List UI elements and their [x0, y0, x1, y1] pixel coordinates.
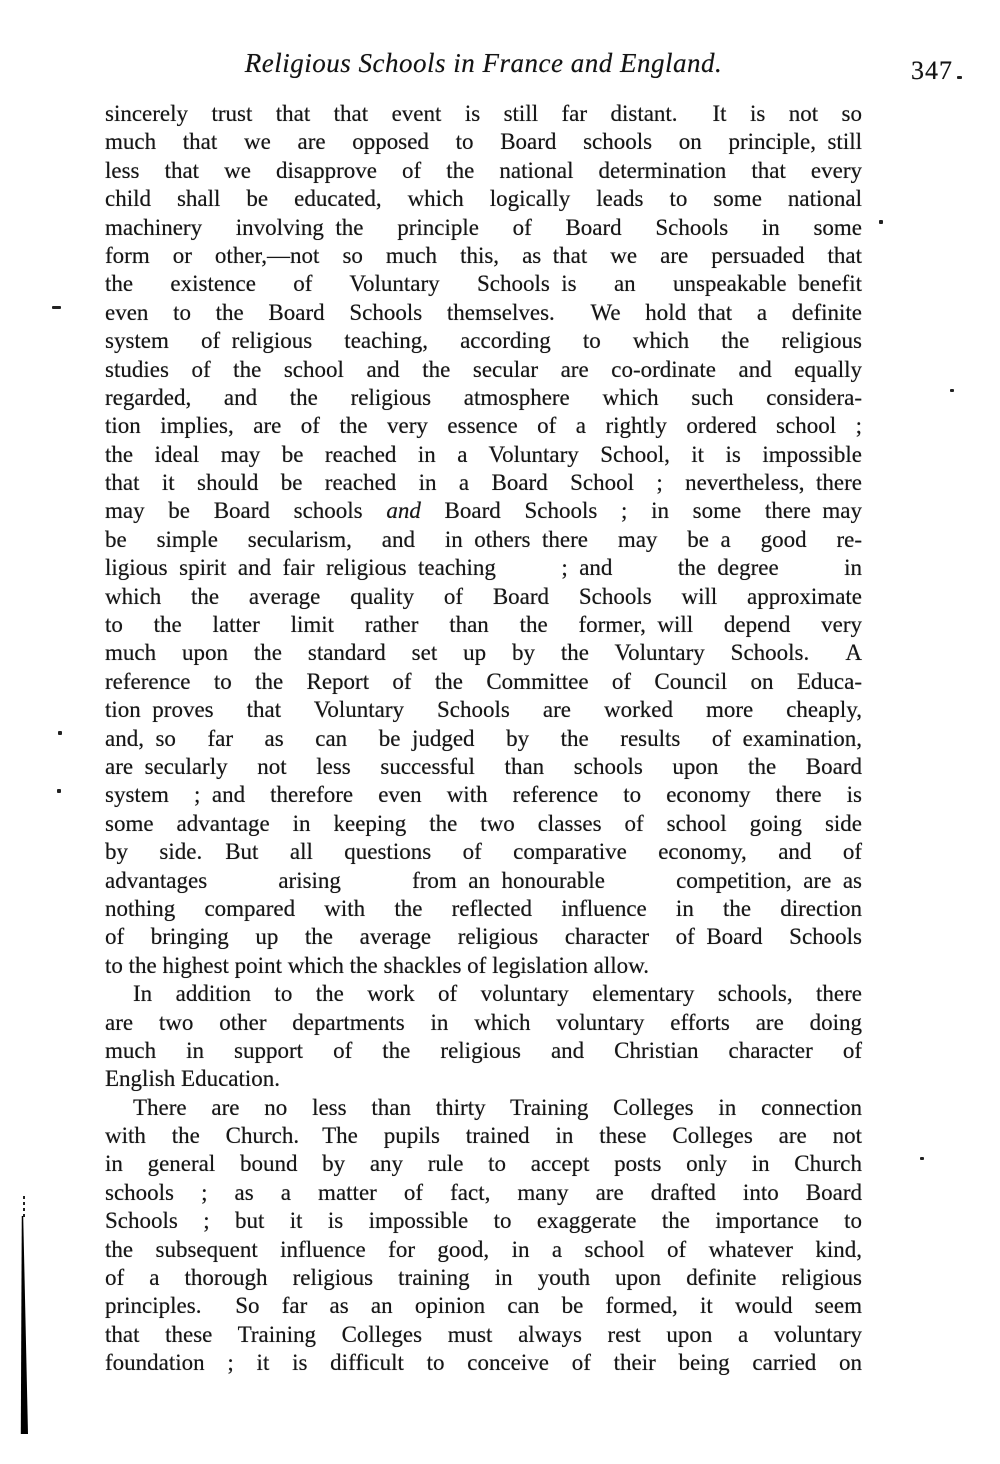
scan-artifact-line — [20, 1216, 28, 1434]
text-segment: In addition to the work of voluntary elementary schools, there — [133, 981, 862, 1007]
text-segment: advantages arising from an honourable competition, are as — [105, 867, 862, 893]
text-segment: English Education. — [105, 1066, 281, 1092]
text-segment: foundation ; it is difficult to conceive of their being carried on — [105, 1350, 862, 1376]
text-segment: sincerely trust that that event is still far distant. It is not so — [105, 101, 862, 126]
text-segment: which the average quality of Board Schools will approximate — [105, 583, 862, 609]
text-segment: much that we are opposed to Board schools on principle, still — [105, 129, 862, 155]
text-segment: much upon the standard set up by the Voluntary Schools. A — [105, 640, 862, 666]
text-segment: to the latter limit rather than the former, will depend very — [105, 612, 862, 638]
text-line — [105, 753, 862, 781]
text-segment: that it should be reached in a Board School ; nevertheless, there — [105, 470, 862, 496]
scan-speck — [920, 1157, 924, 1160]
text-segment: are secularly not less successful than schools upon the Board — [105, 753, 862, 779]
text-segment: with the Church. The pupils trained in these Colleges are not — [105, 1123, 862, 1149]
text-segment: some advantage in keeping the two classes of school going side — [105, 810, 862, 836]
text-line — [105, 1037, 862, 1065]
text-line — [105, 214, 862, 242]
text-line — [105, 1207, 862, 1235]
text-line — [105, 725, 862, 753]
text-line — [105, 270, 862, 298]
text-segment: even to the Board Schools themselves. We hold that a definite — [105, 299, 862, 325]
text-segment: There are no less than thirty Training Colleges in connection — [133, 1094, 862, 1120]
text-segment: child shall be educated, which logically leads to some national — [105, 186, 862, 212]
text-segment: regarded, and the religious atmosphere which such considera- — [105, 384, 862, 410]
text-line — [105, 1150, 862, 1178]
text-line — [105, 185, 862, 213]
text-line — [105, 128, 862, 156]
text-segment: in general bound by any rule to accept posts only in Church — [105, 1151, 862, 1177]
text-segment: Board Schools ; in some there may — [420, 498, 862, 524]
text-line — [105, 1321, 862, 1349]
text-segment: system ; and therefore even with reference to economy there is — [105, 782, 862, 808]
text-line — [105, 611, 862, 639]
text-line — [105, 526, 862, 554]
text-line — [105, 157, 862, 185]
text-line — [105, 412, 862, 440]
text-line — [105, 980, 862, 1008]
text-segment: much in support of the religious and Christian character of — [105, 1037, 862, 1063]
text-segment: ligious spirit and fair religious teaching ; and the degree in — [105, 555, 862, 581]
text-segment: studies of the school and the secular are co-ordinate and equally — [105, 356, 862, 382]
text-segment: be simple secularism, and in others there may be a good re- — [105, 526, 862, 552]
text-segment: by side. But all questions of comparative economy, and of — [105, 839, 862, 865]
italic-text: and — [386, 498, 421, 524]
text-line — [105, 1094, 862, 1122]
text-line — [105, 1292, 862, 1320]
text-line — [105, 299, 862, 327]
text-segment: are two other departments in which voluntary efforts are doing — [105, 1009, 862, 1035]
text-line — [105, 1179, 862, 1207]
scan-speck — [879, 220, 883, 224]
text-line — [105, 952, 862, 980]
text-line — [105, 1236, 862, 1264]
text-line — [105, 838, 862, 866]
text-segment: reference to the Report of the Committee of Council on Educa- — [105, 668, 862, 694]
text-segment: to the highest point which the shackles of legislation allow. — [105, 952, 650, 978]
text-line — [105, 1349, 862, 1377]
text-segment: tion implies, are of the very essence of a rightly ordered school ; — [105, 413, 862, 439]
text-segment: principles. So far as an opinion can be formed, it would seem — [105, 1293, 862, 1319]
scan-speck — [57, 789, 61, 793]
text-segment: tion proves that Voluntary Schools are worked more cheaply, — [105, 697, 862, 723]
page-number: 347 — [911, 56, 953, 85]
text-line — [105, 356, 862, 384]
text-line — [105, 1065, 862, 1093]
text-segment: and, so far as can be judged by the results of examination, — [105, 725, 862, 751]
text-line — [105, 554, 862, 582]
text-line — [105, 1122, 862, 1150]
text-segment: of bringing up the average religious character of Board Schools — [105, 924, 862, 950]
page-body — [105, 100, 862, 1378]
text-segment: schools ; as a matter of fact, many are drafted into Board — [105, 1179, 862, 1205]
text-line — [105, 497, 862, 525]
text-line — [105, 639, 862, 667]
text-line — [105, 1264, 862, 1292]
text-line — [105, 327, 862, 355]
text-segment: form or other,—not so much this, as that we are persuaded that — [105, 242, 862, 268]
text-line — [105, 469, 862, 497]
scan-speck — [957, 76, 962, 79]
text-line — [105, 1009, 862, 1037]
text-line — [105, 100, 862, 128]
text-segment: of a thorough religious training in youth upon definite religious — [105, 1265, 862, 1291]
text-segment: the subsequent influence for good, in a school of whatever kind, — [105, 1236, 862, 1262]
text-segment: nothing compared with the reflected influence in the direction — [105, 895, 862, 921]
text-segment: the ideal may be reached in a Voluntary School, it is impossible — [105, 441, 862, 467]
text-line — [105, 781, 862, 809]
text-line — [105, 867, 862, 895]
text-line — [105, 810, 862, 838]
scan-speck — [58, 731, 62, 735]
text-segment: may be Board schools — [105, 498, 387, 524]
text-line — [105, 895, 862, 923]
text-line — [105, 242, 862, 270]
text-segment: machinery involving the principle of Board Schools in some — [105, 214, 862, 240]
text-segment: Schools ; but it is impossible to exaggerate the importance to — [105, 1208, 862, 1234]
text-segment: system of religious teaching, according to which the religious — [105, 328, 862, 354]
running-title: Religious Schools in France and England. — [244, 48, 723, 78]
text-segment: that these Training Colleges must always rest upon a voluntary — [105, 1321, 862, 1347]
text-line — [105, 923, 862, 951]
text-segment: the existence of Voluntary Schools is an unspeakable benefit — [105, 271, 862, 297]
text-line — [105, 696, 862, 724]
scan-speck — [52, 306, 61, 309]
text-line — [105, 441, 862, 469]
scan-artifact-line-dashed — [23, 1196, 25, 1220]
scan-speck — [950, 389, 954, 392]
text-segment: less that we disapprove of the national determination that every — [105, 157, 862, 183]
text-line — [105, 668, 862, 696]
text-line — [105, 583, 862, 611]
text-line — [105, 384, 862, 412]
